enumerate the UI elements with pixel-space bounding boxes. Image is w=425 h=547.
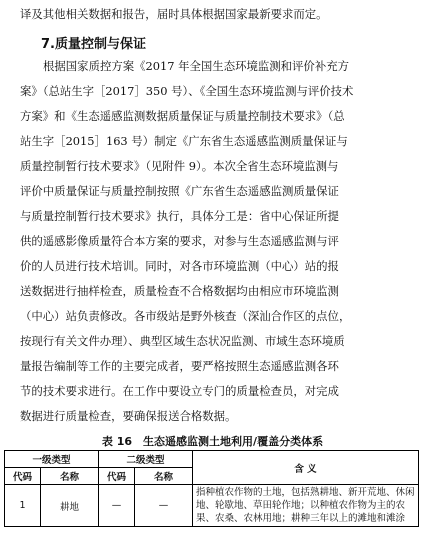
intro-line: 译及其他相关数据和报告，届时具体根据国家最新要求而定。 (20, 7, 328, 21)
paragraph-line: 数据进行质量检查，要确保报送合格数据。 (20, 409, 237, 423)
paragraph-line: 评价中质量保证与质量控制按照《广东省生态遥感监测质量保证 (20, 184, 339, 198)
code2-header: 代码 (99, 468, 135, 485)
paragraph-line: 站生字［2015］163 号）制定《广东省生态遥感监测质量保证与 (20, 134, 348, 148)
name1-header: 名称 (41, 468, 99, 485)
table-group-header-row (5, 451, 419, 468)
code2-cell: — (99, 485, 135, 527)
paragraph-line: 量报告编制等工作的主要完成者，要严格按照生态遥感监测各环 (20, 359, 339, 373)
paragraph-line: 按现行有关文件办理）、典型区域生态状况监测、市域生态环境质 (20, 334, 345, 348)
paragraph-line: 案》（总站生字［2017］350 号）、《全国生态环境监测与评价技术 (20, 84, 354, 98)
paragraph-line: （中心）站负责修改。各市级站是野外核查（深汕合作区的点位， (20, 309, 351, 323)
paragraph-line: 供的遥感影像质量符合本方案的要求，对参与生态遥感监测与评 (20, 234, 339, 248)
table-caption: 表 16 生态遥感监测土地利用/覆盖分类体系 (101, 435, 324, 448)
level1-header: 一级类型 (5, 451, 99, 468)
meaning-cell: 指种植农作物的土地，包括熟耕地、新开荒地、休闲地、轮歇地、草田轮作地；以种植农作物为主的农果、农桑、农林用地；耕种三年以上的滩地和滩涂 (193, 485, 419, 527)
name2-header: 名称 (135, 468, 193, 485)
paragraph-line: 方案》和《生态遥感监测数据质量保证与质量控制技术要求》（总 (20, 109, 345, 123)
paragraph-line: 价的人员进行技术培训。同时，对各市环境监测（中心）站的报 (20, 259, 339, 273)
code1-cell: 1 (5, 485, 41, 527)
section-heading: 7.质量控制与保证 (41, 37, 146, 52)
classification-table (4, 450, 419, 527)
level2-header: 二级类型 (99, 451, 193, 468)
table-row (5, 485, 419, 527)
paragraph-line: 质量控制暂行技术要求》（见附件 9）。本次全省生态环境监测与 (20, 159, 339, 173)
name1-cell: 耕地 (41, 485, 99, 527)
meaning-header: 含 义 (193, 451, 419, 485)
code1-header: 代码 (5, 468, 41, 485)
paragraph-line: 根据国家质控方案《2017 年全国生态环境监测和评价补充方 (43, 59, 349, 73)
paragraph-line: 与质量控制暂行技术要求》执行，具体分工是：省中心保证所提 (20, 209, 339, 223)
name2-cell: — (135, 485, 193, 527)
paragraph-line: 送数据进行抽样检查，质量检查不合格数据均由相应市环境监测 (20, 284, 339, 298)
paragraph-line: 节的技术要求进行。在工作中要设立专门的质量检查员，对完成 (20, 384, 339, 398)
